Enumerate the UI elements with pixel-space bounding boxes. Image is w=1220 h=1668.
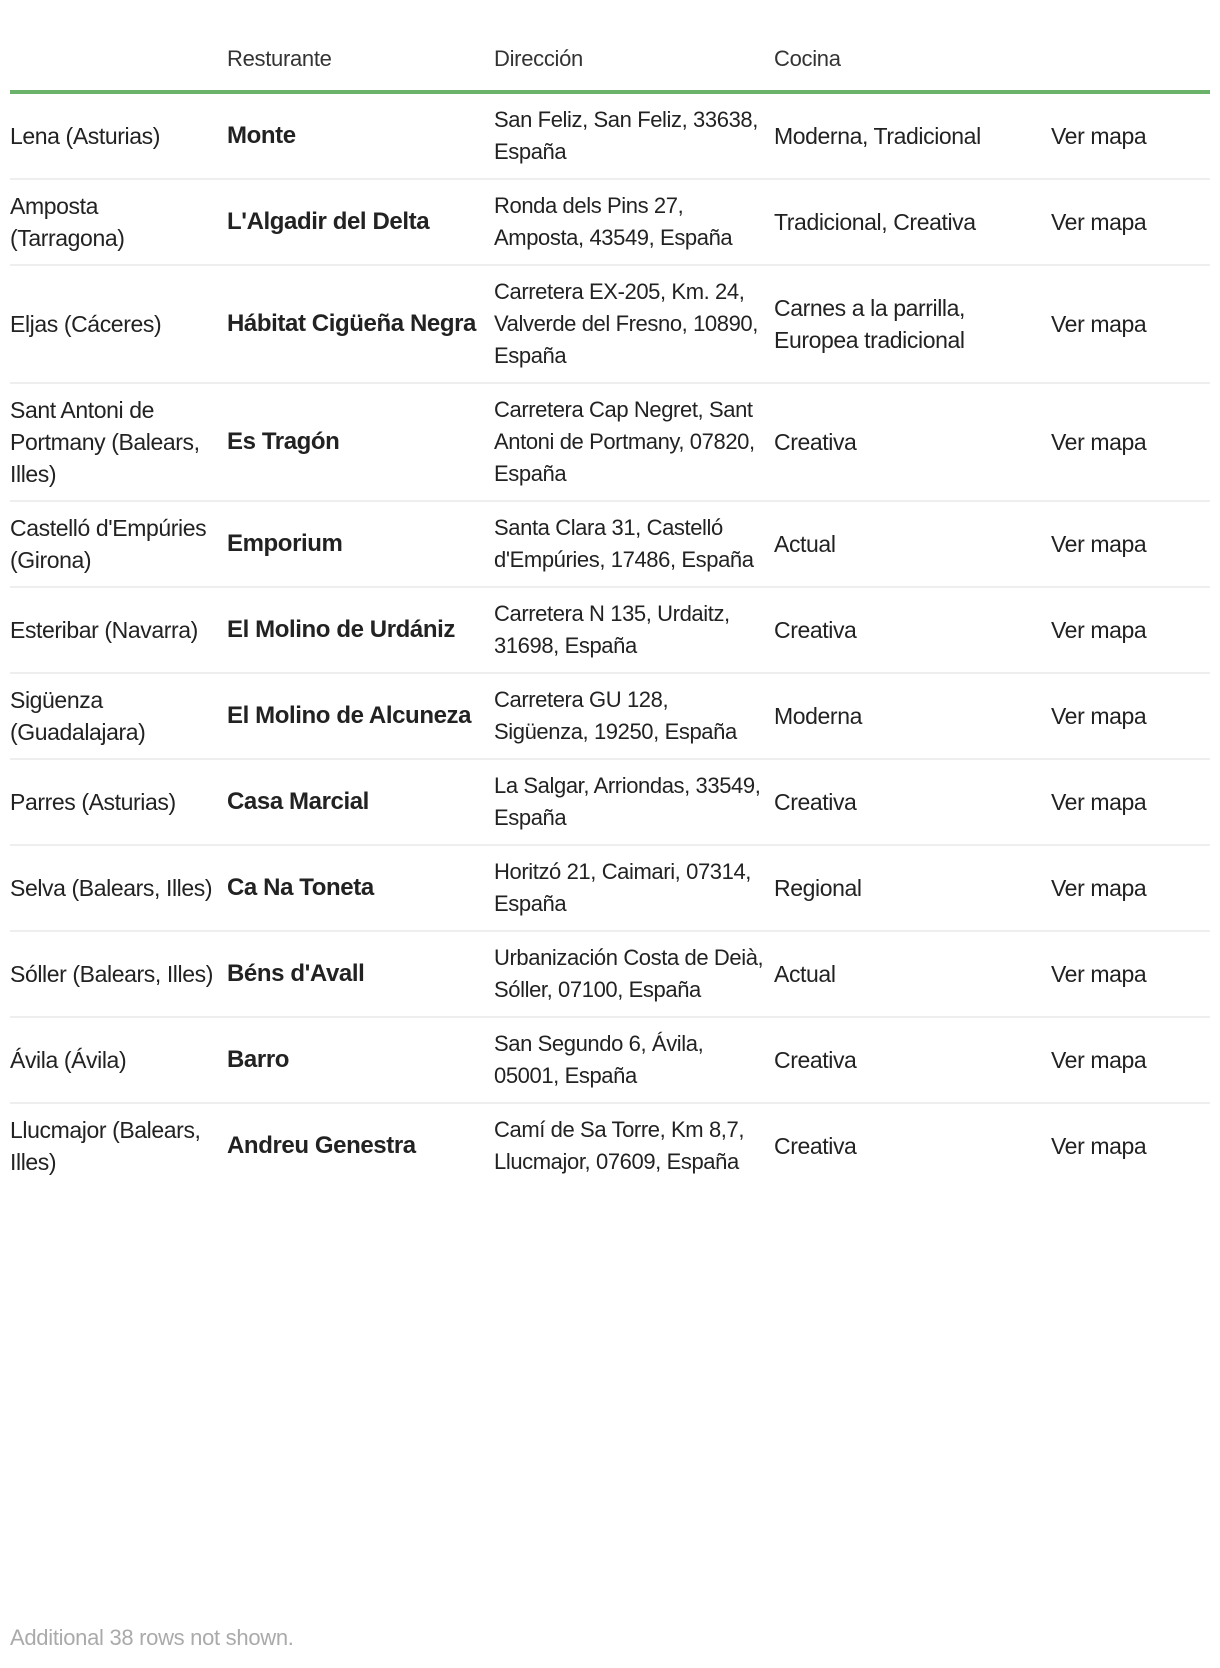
address-cell: Carretera EX-205, Km. 24, Valverde del Fresno, 10890, España (494, 265, 774, 383)
cuisine-cell: Creativa (774, 1017, 1051, 1103)
address-cell: La Salgar, Arriondas, 33549, España (494, 759, 774, 845)
address-cell: San Feliz, San Feliz, 33638, España (494, 92, 774, 179)
restaurant-name: Béns d'Avall (227, 931, 494, 1017)
cuisine-cell: Actual (774, 931, 1051, 1017)
location-cell: Sigüenza (Guadalajara) (10, 673, 227, 759)
map-link[interactable]: Ver mapa (1051, 1133, 1147, 1159)
restaurant-name: Casa Marcial (227, 759, 494, 845)
map-link[interactable]: Ver mapa (1051, 931, 1210, 1017)
restaurant-name: El Molino de Urdániz (227, 587, 494, 673)
location-cell: Llucmajor (Balears, Illes) (10, 1117, 201, 1175)
table-row (10, 92, 1210, 179)
cuisine-cell: Tradicional, Creativa (774, 179, 1051, 265)
header-address: Dirección (494, 38, 774, 92)
cuisine-cell: Creativa (774, 383, 1051, 501)
address-cell: Camí de Sa Torre, Km 8,7, Llucmajor, 07609, España (494, 1117, 745, 1174)
address-cell: Ronda dels Pins 27, Amposta, 43549, España (494, 179, 774, 265)
cuisine-cell: Actual (774, 501, 1051, 587)
map-link[interactable]: Ver mapa (1051, 92, 1210, 179)
cuisine-cell: Creativa (774, 587, 1051, 673)
restaurant-name: El Molino de Alcuneza (227, 673, 494, 759)
map-link[interactable]: Ver mapa (1051, 179, 1210, 265)
table-row (10, 845, 1210, 931)
map-link[interactable]: Ver mapa (1051, 501, 1210, 587)
location-cell: Sant Antoni de Portmany (Balears, Illes) (10, 383, 227, 501)
location-cell: Eljas (Cáceres) (10, 265, 227, 383)
table-row (10, 501, 1210, 587)
location-cell: Parres (Asturias) (10, 759, 227, 845)
map-link[interactable]: Ver mapa (1051, 1017, 1210, 1103)
header-cuisine: Cocina (774, 38, 1051, 92)
table-row (10, 673, 1210, 759)
map-link[interactable]: Ver mapa (1051, 383, 1210, 501)
location-cell: Castelló d'Empúries (Girona) (10, 501, 227, 587)
cuisine-cell: Carnes a la parrilla, Europea tradicional (774, 265, 1051, 383)
address-cell: Santa Clara 31, Castelló d'Empúries, 17486, España (494, 501, 774, 587)
table-row (10, 265, 1210, 383)
map-link[interactable]: Ver mapa (1051, 265, 1210, 383)
address-cell: San Segundo 6, Ávila, 05001, España (494, 1017, 774, 1103)
header-restaurant: Resturante (227, 38, 494, 92)
location-cell: Esteribar (Navarra) (10, 587, 227, 673)
location-cell: Sóller (Balears, Illes) (10, 931, 227, 1017)
location-cell: Selva (Balears, Illes) (10, 845, 227, 931)
address-cell: Carretera N 135, Urdaitz, 31698, España (494, 587, 774, 673)
header-map (1051, 38, 1210, 92)
table-row (10, 759, 1210, 845)
location-cell: Ávila (Ávila) (10, 1017, 227, 1103)
restaurant-name: Monte (227, 92, 494, 179)
cuisine-cell: Creativa (774, 759, 1051, 845)
table-row (10, 931, 1210, 1017)
restaurant-name: Andreu Genestra (227, 1132, 416, 1159)
map-link[interactable]: Ver mapa (1051, 587, 1210, 673)
address-cell: Urbanización Costa de Deià, Sóller, 07100, España (494, 931, 774, 1017)
address-cell: Carretera Cap Negret, Sant Antoni de Portmany, 07820, España (494, 383, 774, 501)
footer-note: Additional 38 rows not shown. (10, 1625, 294, 1650)
table-row (10, 1103, 1210, 1188)
table-row (10, 383, 1210, 501)
restaurant-name: Emporium (227, 501, 494, 587)
cuisine-cell: Moderna, Tradicional (774, 92, 1051, 179)
table-row (10, 1017, 1210, 1103)
location-cell: Lena (Asturias) (10, 92, 227, 179)
cuisine-cell: Creativa (774, 1133, 857, 1159)
map-link[interactable]: Ver mapa (1051, 759, 1210, 845)
address-cell: Carretera GU 128, Sigüenza, 19250, España (494, 673, 774, 759)
restaurant-name: Barro (227, 1017, 494, 1103)
restaurant-name: Es Tragón (227, 383, 494, 501)
restaurant-name: Hábitat Cigüeña Negra (227, 265, 494, 383)
table-row (10, 179, 1210, 265)
address-cell: Horitzó 21, Caimari, 07314, España (494, 845, 774, 931)
map-link[interactable]: Ver mapa (1051, 673, 1210, 759)
cuisine-cell: Regional (774, 845, 1051, 931)
header-location (10, 38, 227, 92)
map-link[interactable]: Ver mapa (1051, 845, 1210, 931)
location-cell: Amposta (Tarragona) (10, 179, 227, 265)
restaurant-name: Ca Na Toneta (227, 845, 494, 931)
restaurants-table (10, 38, 1210, 1188)
table-row (10, 587, 1210, 673)
header-row (10, 38, 1210, 92)
restaurant-name: L'Algadir del Delta (227, 179, 494, 265)
cuisine-cell: Moderna (774, 673, 1051, 759)
